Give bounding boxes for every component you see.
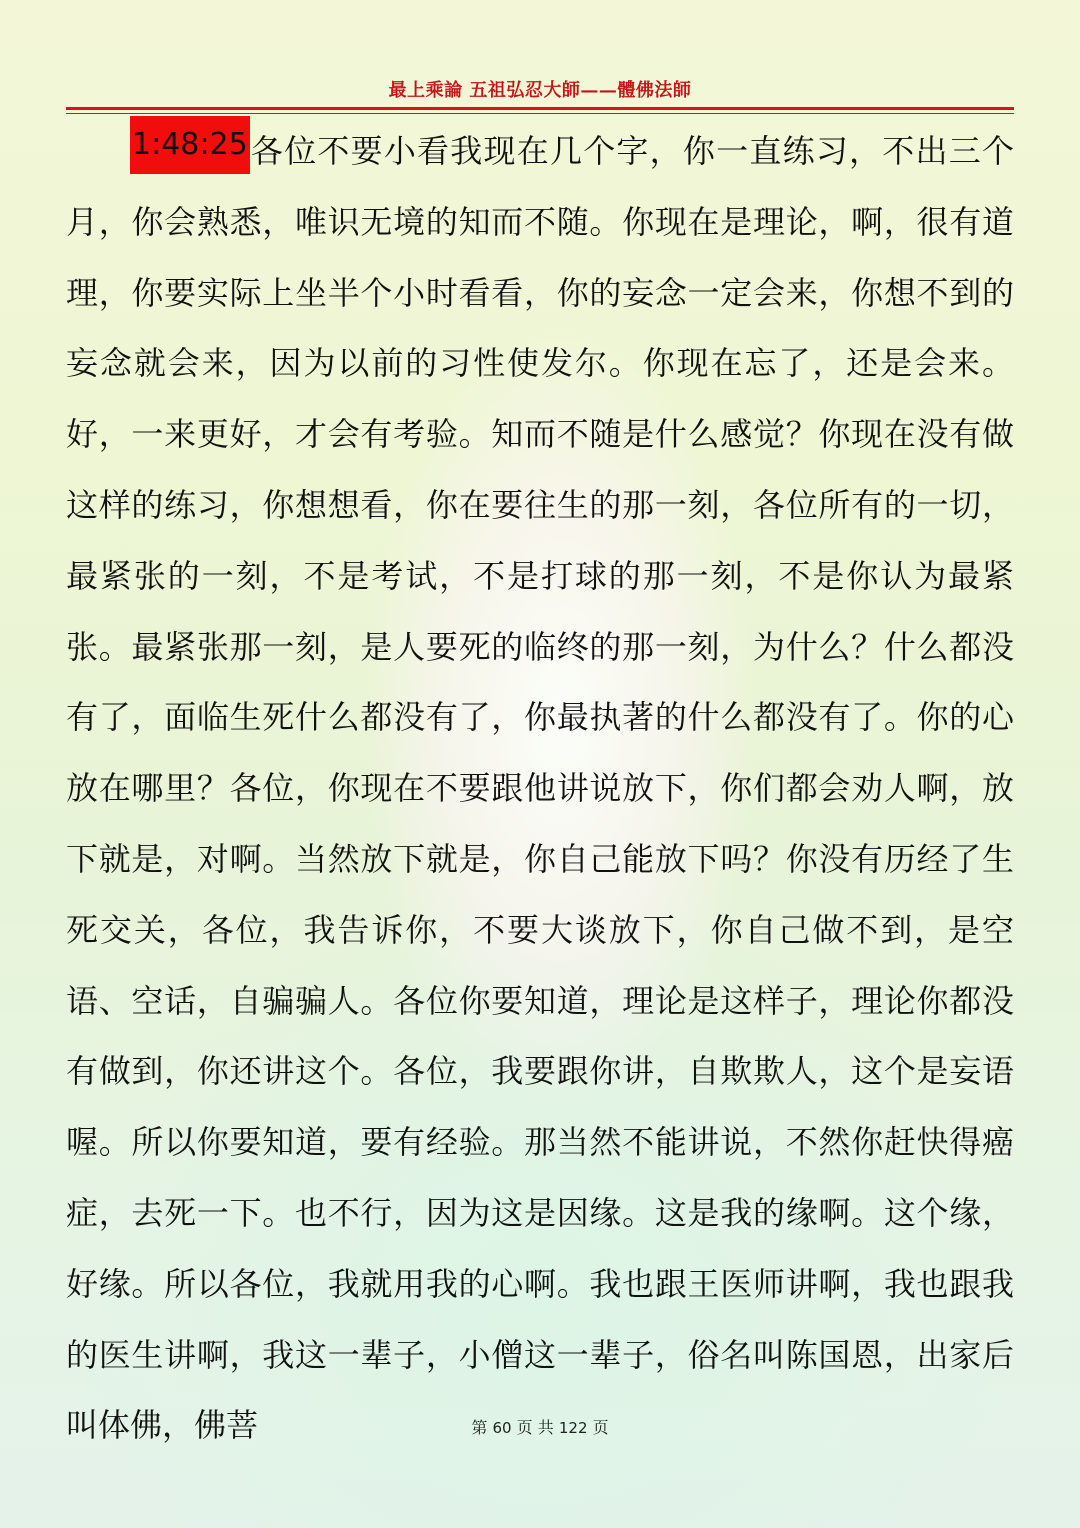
page-header-title: 最上乘論 五祖弘忍大師——體佛法師 <box>388 80 692 101</box>
body-paragraph <box>66 116 1014 1461</box>
header-rule-thin <box>66 113 1014 114</box>
footer-page-number: 60 <box>492 1419 512 1437</box>
timestamp-highlight: 1:48:25 <box>130 116 250 174</box>
body-text: 各位不要小看我现在几个字，你一直练习，不出三个月，你会熟悉，唯识无境的知而不随。你现在是理论，啊，很有道理，你要实际上坐半个小时看看，你的妄念一定会来，你想不到的妄念就会来，因为以前的习性使发尔。你现在忘了，还是会来。好，一来更好，才会有考验。知而不随是什么感觉？你现在没有做这样的练习，你想想看，你在要往生的那一刻，各位所有的一切，最紧张的一刻，不是考试，不是打球的那一刻，不是你认为最紧张。最紧张那一刻，是人要死的临终的那一刻，为什么？什么都没有了，面临生死什么都没有了，你最执著的什么都没有了。你的心放在哪里？各位，你现在不要跟他讲说放下，你们都会劝人啊，放下就是，对啊。当然放下就是，你自己能放下吗？你没有历经了生死交关，各位，我告诉你，不要大谈放下，你自己做不到，是空语、空话，自骗骗人。各位你要知道，理论是这样子，理论你都没有做到，你还讲这个。各位，我要跟你讲，自欺欺人，这个是妄语喔。所以你要知道，要有经验。那当然不能讲说，不然你赶快得癌症，去死一下。也不行，因为这是因缘。这是我的缘啊。这个缘，好缘。所以各位，我就用我的心啊。我也跟王医师讲啊，我也跟我的医生讲啊，我这一辈子，小僧这一辈子，俗名叫陈国恩，出家后叫体佛，佛菩 <box>66 132 1014 1445</box>
header-rule-thick <box>66 107 1014 110</box>
footer-total-pages: 122 <box>558 1419 588 1437</box>
footer-prefix: 第 <box>471 1418 488 1437</box>
footer-suffix: 页 <box>592 1418 609 1437</box>
footer-middle: 页 共 <box>516 1418 554 1437</box>
page-footer <box>0 1417 1080 1439</box>
